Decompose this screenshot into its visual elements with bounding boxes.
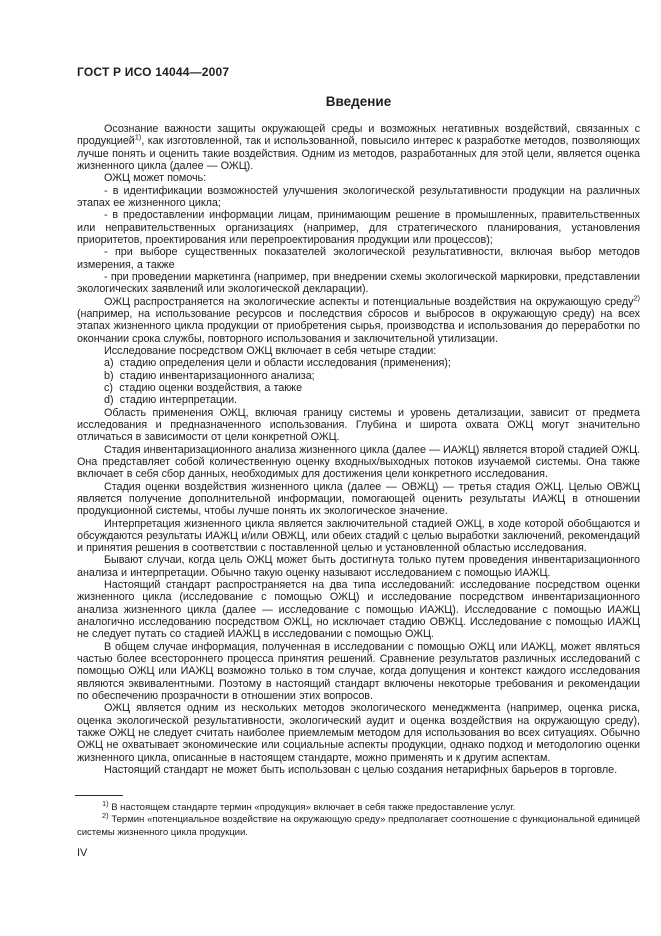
paragraph-text: Интерпретация жизненного цикла является заключительной стадией ОЖЦ, в ходе которой обобщаются и обсуждаются результаты ИАЖЦ и/или ОВЖЦ, или обеих стадий с целью выработки заключений, рекомендаций и принятия решения в соответствии с поставленной целью и установленной областью исследования. — [77, 517, 640, 555]
paragraph-text: ОЖЦ может помочь: — [104, 172, 207, 185]
page-title: Введение — [325, 94, 392, 109]
paragraph-text: Бывают случаи, когда цель ОЖЦ может быть достигнута только путем проведения инвентаризационного анализа и интерпретации. Обычно такую оценку называют исследованием с помощью ИАЖЦ. — [77, 554, 640, 579]
paragraph-text: Область применения ОЖЦ, включая границу системы и уровень детализации, зависит от предмета исследования и предназначенного использования. Глубина и широта охвата ОЖЦ могут значительно отличаться в зависимости от цели конкретной ОЖЦ. — [77, 406, 640, 444]
footnote — [77, 811, 640, 839]
body-text — [77, 123, 640, 776]
paragraph-text: Настоящий стандарт не может быть использован с целью создания нетарифных барьеров в торговле. — [104, 764, 618, 777]
page-number: IV — [77, 847, 88, 859]
paragraph — [77, 394, 640, 406]
paragraph — [77, 345, 640, 357]
paragraph — [77, 357, 640, 369]
paragraph-text: - в идентификации возможностей улучшения экологической результативности продукции на различных этапах ее жизненного цикла; — [77, 184, 640, 209]
footnote — [77, 798, 640, 814]
paragraph — [77, 481, 640, 518]
paragraph-text: Исследование посредством ОЖЦ включает в себя четыре стадии: — [104, 344, 437, 357]
paragraph — [77, 554, 640, 579]
footnote-text: В настоящем стандарте термин «продукция» включает в себя также предоставление услуг. — [108, 802, 516, 813]
paragraph — [77, 518, 640, 555]
paragraph — [77, 579, 640, 641]
paragraph-text: ОЖЦ является одним из нескольких методов экологического менеджмента (например, оценка риска, оценка экологической результативности, экологический аудит и оценка воздействия на окружающую среду), также ОЖЦ не следует считать наиболее приемлемым методом для использования во всех ситуациях. Обычно ОЖЦ не охватывает экономические или социальные аспекты продукции, однако подход и методологию оценки жизненного цикла, описанные в настоящем стандарте, можно применять и к другим аспектам. — [77, 702, 640, 764]
paragraph-text: b) стадию инвентаризационного анализа; — [104, 369, 315, 382]
paragraph-text: Осознание важности защиты окружающей среды и возможных негативных воздействий, связанных с продукцией — [77, 123, 640, 148]
paragraph — [77, 382, 640, 394]
document-header: ГОСТ Р ИСО 14044—2007 — [77, 65, 230, 79]
paragraph — [77, 246, 640, 271]
paragraph — [77, 172, 640, 184]
paragraph — [77, 293, 640, 345]
paragraph-text: - при выборе существенных показателей экологической результативности, включая выбор методов измерения, а также — [77, 246, 640, 271]
footnote-text: Термин «потенциальное воздействие на окружающую среду» предполагает соотношение с функциональной единицей системы жизненного цикла продукции. — [77, 814, 640, 838]
paragraph-text: Настоящий стандарт распространяется на два типа исследований: исследование посредством оценки жизненного цикла (исследование с помощью ОЖЦ) и исследование посредством инвентаризационного анализа жизненного цикла (далее — исследование с помощью ИАЖЦ). Исследование с помощью ИАЖЦ аналогично исследованию посредством ОЖЦ, но исключает стадию ОВЖЦ. Исследование с помощью ИАЖЦ не следует путать со стадией ИАЖЦ в исследовании с помощью ОЖЦ. — [77, 579, 640, 641]
paragraph — [77, 370, 640, 382]
paragraph-text: c) стадию оценки воздействия, а также — [104, 381, 303, 394]
paragraph — [77, 185, 640, 210]
paragraph-text: , как изготовленной, так и использованной, повысило интерес к разработке методов, позволяющих лучше понять и оценить такие воздействия. Одним из методов, разработанных для этой цели, является оценка жизненного цикла (далее — ОЖЦ). — [77, 135, 640, 172]
paragraph — [77, 407, 640, 444]
paragraph — [77, 764, 640, 776]
paragraph — [77, 123, 640, 172]
paragraph-text: В общем случае информация, полученная в исследовании с помощью ОЖЦ или ИАЖЦ, может являться частью более всестороннего процесса принятия решений. Сравнение результатов различных исследований с помощью ОЖЦ или ИАЖЦ возможно только в том случае, когда допущения и контекст каждого исследования являются эквивалентными. Поэтому в настоящий стандарт включены некоторые требования и рекомендации по обеспечению прозрачности в отношении этих вопросов. — [77, 640, 640, 703]
footnote-separator — [75, 795, 123, 796]
paragraph — [77, 641, 640, 703]
paragraph — [77, 444, 640, 481]
paragraph-text: - в предоставлении информации лицам, принимающим решение в промышленных, правительственных или неправительственных организациях (например, для стратегического планирования, установления приоритетов, проектирования или перепроектирования продукции или процессов); — [77, 209, 640, 246]
paragraph-text: (например, на использование ресурсов и последствия сбросов и выбросов в окружающую среду) на всех этапах жизненного цикла продукции от приобретения сырья, производства и использования до переработки по окончании срока службы, повторного использования и заключительной утилизации. — [77, 307, 640, 345]
paragraph-text: a) стадию определения цели и области исследования (применения); — [104, 357, 451, 370]
footnote-ref: 2) — [633, 293, 640, 302]
paragraph-text: Стадия инвентаризационного анализа жизненного цикла (далее — ИАЖЦ) является второй стадией ОЖЦ. Она представляет собой количественную оценку входных/выходных потоков изучаемой системы. Она также включает в себя сбор данных, необходимых для достижения цели конкретного исследования. — [77, 443, 640, 481]
paragraph — [77, 271, 640, 296]
paragraph-text: d) стадию интерпретации. — [104, 394, 238, 407]
paragraph — [77, 209, 640, 246]
paragraph-text: - при проведении маркетинга (например, при внедрении схемы экологической маркировки, представлении экологических заявлений или экологической декларации). — [77, 270, 640, 296]
footnote-ref: 1) — [134, 132, 142, 142]
paragraph-text: Стадия оценки воздействия жизненного цикла (далее — ОВЖЦ) — третья стадия ОЖЦ. Целью ОВЖЦ является получение дополнительной информации, помогающей оценить результаты ИАЖЦ в отношении продукционной системы, чтобы лучше понять их экологическое значение. — [77, 480, 640, 518]
paragraph — [77, 702, 640, 764]
footnote-marker: 1) — [102, 798, 109, 808]
paragraph-text: ОЖЦ распространяется на экологические аспекты и потенциальные воздействия на окружающую среду — [104, 295, 634, 308]
footnote-marker: 2) — [102, 811, 109, 821]
footnotes — [77, 798, 640, 839]
